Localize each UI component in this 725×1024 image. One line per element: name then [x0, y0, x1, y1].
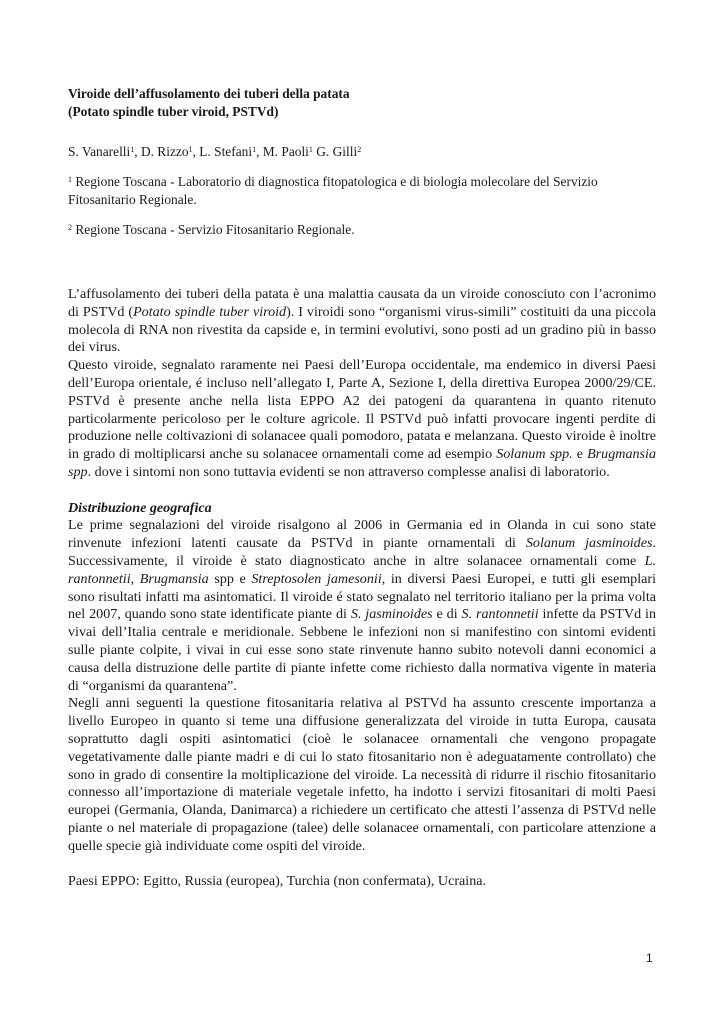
affiliation-1: [68, 173, 656, 209]
paragraph-regulation: [68, 357, 656, 482]
author-affiliation-marker: 2: [357, 145, 362, 154]
italic-text: S. rantonnetii: [461, 606, 539, 623]
affiliation-text: Regione Toscana - Servizio Fitosanitario Regionale.: [72, 222, 355, 237]
title-line-1: Viroide dell’affusolamento dei tuberi della patata: [68, 86, 350, 101]
affiliation-marker: 2: [68, 223, 72, 232]
italic-text: Streptosolen jamesonii: [251, 570, 382, 587]
affiliation-marker: 1: [68, 175, 72, 184]
author-affiliation-marker: 1: [252, 145, 257, 154]
author-name: L. Stefani: [199, 144, 253, 159]
author-separator: ,: [134, 144, 141, 159]
text-run: L’affusolamento dei tuberi della patata è una malattia causata da un viroide conosciuto con l’acronimo di PSTVd (: [68, 286, 656, 320]
text-run: e: [572, 446, 588, 463]
text-run: Le prime segnalazioni del viroide risalgono al 2006 in Germania ed in Olanda in cui sono state rinvenute infezioni latenti causate da PSTVd in piante ornamentali di: [68, 517, 656, 552]
text-run: Questo viroide, segnalato raramente nei Paesi dell’Europa occidentale, ma endemico in diversi Paesi dell’Europa orientale, é incluso nell’allegato I, Parte A, Sezione I, della direttiva Europea 2000/29/CE. PSTVd è presente anche nella lista EPPO A2 dei patogeni da quarantena in quanto ritenuto particolarmente pericoloso per le colture agricole. Il PSTVd può infatti provocare ingenti perdite di produzione nelle coltivazioni di solanacee quali pomodoro, patata e melanzana. Questo viroide è inoltre in grado di moltiplicarsi anche su solanacee ornamentali come ad esempio: [68, 357, 656, 463]
paragraph-intro: [68, 286, 656, 357]
document-title: [68, 85, 656, 121]
author-separator: ,: [256, 144, 263, 159]
text-run: . dove i sintomi non sono tuttavia evidenti se non attraverso complesse analisi di laboratorio.: [87, 463, 610, 480]
author-list: [68, 143, 656, 161]
document-body: [68, 286, 656, 891]
section-heading: Distribuzione geografica: [68, 499, 212, 516]
paragraph-distribution: [68, 517, 656, 695]
text-run: . Successivamente, il viroide è stato diagnosticato anche in altre solanacee ornamentali come: [68, 535, 656, 569]
italic-text: L. rantonnetii: [68, 552, 656, 587]
document-header: [68, 85, 656, 239]
italic-text: Potato spindle tuber viroid: [133, 303, 287, 320]
author-affiliation-marker: 1: [308, 145, 313, 154]
text-run: ). I viroidi sono “organismi virus-simili” costituiti da una piccola molecola di RNA non rivestita da capside e, in termini evolutivi, sono posti ad un gradino più in basso dei virus.: [68, 303, 656, 356]
italic-text: Solanum jasminoides: [525, 535, 653, 552]
paragraph-eppo-countries: Paesi EPPO: Egitto, Russia (europea), Turchia (non confermata), Ucraina.: [68, 873, 487, 890]
italic-text: Brugmansia: [139, 570, 209, 587]
text-run: e di: [432, 606, 462, 623]
text-run: ,: [130, 570, 140, 587]
italic-text: Brugmansia spp: [68, 446, 656, 480]
author-name: D. Rizzo: [140, 144, 189, 159]
author-separator: ,: [192, 144, 200, 159]
paragraph-europe: Negli anni seguenti la questione fitosanitaria relativa al PSTVd ha assunto crescente importanza a livello Europeo in quanto si teme una diffusione generalizzata del viroide in tutta Europa, causata soprattutto dagli ospiti asintomatici (cioè le solanacee ornamentali che vengono propagate vegetativamente dalle piante madri e di cui lo stato fitosanitario non è adeguatamente controllato) che sono in grado di consentire la moltiplicazione del viroide. La necessità di ridurre il rischio fitosanitario connesso all’importazione di materiale vegetale infetto, ha indotto i servizi fitosanitari di molti Paesi europei (Germania, Olanda, Danimarca) a richiedere un certificato che attesti l’assenza di PSTVd nelle piante o nel materiale di propagazione (talee) delle solanacee ornamentali, con particolare attenzione a quelle specie già individuate come ospiti del viroide.: [68, 695, 656, 854]
italic-text: S. jasminoides: [350, 606, 433, 623]
text-run: infette da PSTVd in vivai dell’Italia centrale e meridionale. Sebbene le infezioni non si manifestino con sintomi evidenti sulle piante colpite, i vivai in cui esse sono state rinvenute hanno subito notevoli danni economici a causa della distruzione delle partite di piante infette come richiesto dalla normativa vigente in materia di “organismi da quarantena”.: [68, 606, 656, 694]
text-run: spp e: [208, 570, 252, 587]
author-affiliation-marker: 1: [130, 145, 135, 154]
title-line-2: (Potato spindle tuber viroid, PSTVd): [68, 104, 279, 119]
author-affiliation-marker: 1: [188, 145, 193, 154]
affiliation-text: Regione Toscana - Laboratorio di diagnostica fitopatologica e di biologia molecolare del Servizio Fitosanitario Regionale.: [68, 174, 598, 207]
author-name: M. Paoli: [262, 144, 309, 159]
page-number: 1: [646, 951, 653, 965]
italic-text: Solanum spp.: [496, 446, 573, 463]
affiliation-2: [68, 221, 656, 239]
author-name: S. Vanarelli: [68, 144, 131, 159]
text-run: , in diversi Paesi Europei, e tutti gli esemplari sono risultati infatti ma asintomatici. Il viroide é stato segnalato nel territorio italiano per la prima volta nel 2007, quando sono state identificate piante di: [68, 570, 656, 623]
author-name: G. Gilli: [316, 144, 358, 159]
